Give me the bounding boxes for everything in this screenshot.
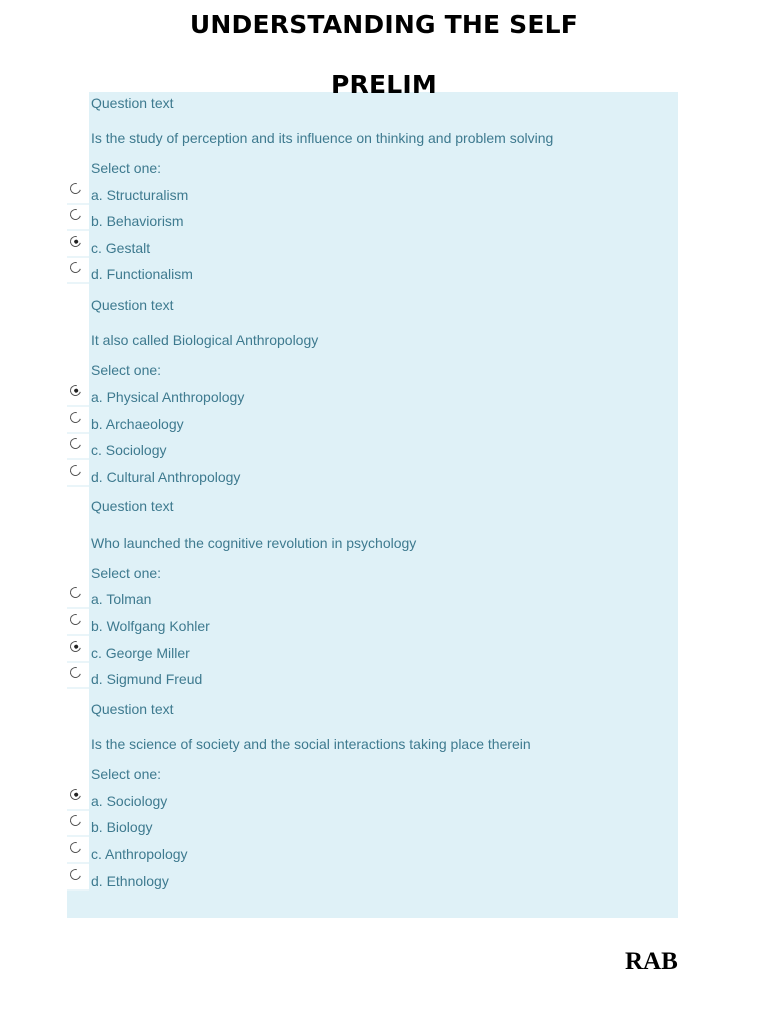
radio-cell (67, 663, 89, 689)
option-label[interactable]: d. Functionalism (91, 266, 193, 282)
question-text: Is the science of society and the social interactions taking place therein (91, 736, 531, 752)
radio-button[interactable] (68, 612, 83, 627)
document-subtitle: PRELIM (331, 70, 437, 99)
panel-footer-strip (67, 890, 89, 918)
option-label[interactable]: d. Sigmund Freud (91, 671, 203, 687)
option-label[interactable]: c. Gestalt (91, 240, 151, 256)
radio-button[interactable] (68, 585, 83, 600)
option-label[interactable]: c. George Miller (91, 645, 190, 661)
radio-button[interactable] (68, 410, 83, 425)
radio-cell (67, 637, 89, 663)
radio-dot-icon (73, 239, 78, 244)
radio-cell (67, 785, 89, 811)
radio-cell (67, 434, 89, 460)
option-label[interactable]: d. Cultural Anthropology (91, 469, 241, 485)
question-label: Question text (91, 498, 174, 514)
radio-button[interactable] (68, 840, 83, 855)
radio-button[interactable] (68, 181, 83, 196)
radio-button[interactable] (68, 787, 83, 802)
radio-dot-icon (73, 644, 78, 649)
radio-cell (67, 838, 89, 864)
radio-button[interactable] (68, 234, 83, 249)
option-label[interactable]: a. Structuralism (91, 187, 189, 203)
radio-button[interactable] (68, 207, 83, 222)
option-label[interactable]: c. Anthropology (91, 846, 188, 862)
question-text: Who launched the cognitive revolution in psychology (91, 535, 417, 551)
radio-cell (67, 811, 89, 837)
option-label[interactable]: a. Tolman (91, 591, 152, 607)
radio-dot-icon (73, 388, 78, 393)
radio-button[interactable] (68, 867, 83, 882)
option-label[interactable]: b. Wolfgang Kohler (91, 618, 210, 634)
question-label: Question text (91, 701, 174, 717)
radio-button[interactable] (68, 260, 83, 275)
question-text: It also called Biological Anthropology (91, 332, 319, 348)
radio-button[interactable] (68, 383, 83, 398)
radio-button[interactable] (68, 639, 83, 654)
question-text: Is the study of perception and its influence on thinking and problem solving (91, 130, 554, 146)
radio-cell (67, 232, 89, 258)
radio-button[interactable] (68, 436, 83, 451)
select-one-prompt: Select one: (91, 160, 162, 176)
radio-button[interactable] (68, 463, 83, 478)
radio-cell (67, 461, 89, 487)
radio-cell (67, 258, 89, 284)
radio-cell (67, 179, 89, 205)
question-label: Question text (91, 297, 174, 313)
option-label[interactable]: a. Sociology (91, 793, 168, 809)
author-initials: RAB (625, 948, 678, 975)
select-one-prompt: Select one: (91, 766, 162, 782)
radio-cell (67, 865, 89, 891)
radio-cell (67, 381, 89, 407)
document-title: UNDERSTANDING THE SELF (189, 10, 579, 39)
radio-cell (67, 610, 89, 636)
option-label[interactable]: d. Ethnology (91, 873, 169, 889)
radio-dot-icon (73, 792, 78, 797)
radio-button[interactable] (68, 665, 83, 680)
option-label[interactable]: c. Sociology (91, 442, 167, 458)
select-one-prompt: Select one: (91, 565, 162, 581)
option-label[interactable]: a. Physical Anthropology (91, 389, 245, 405)
select-one-prompt: Select one: (91, 362, 162, 378)
radio-button[interactable] (68, 813, 83, 828)
option-label[interactable]: b. Archaeology (91, 416, 184, 432)
option-label[interactable]: b. Behaviorism (91, 213, 184, 229)
question-label: Question text (91, 95, 174, 111)
radio-cell (67, 408, 89, 434)
radio-cell (67, 205, 89, 231)
option-label[interactable]: b. Biology (91, 819, 153, 835)
radio-cell (67, 583, 89, 609)
